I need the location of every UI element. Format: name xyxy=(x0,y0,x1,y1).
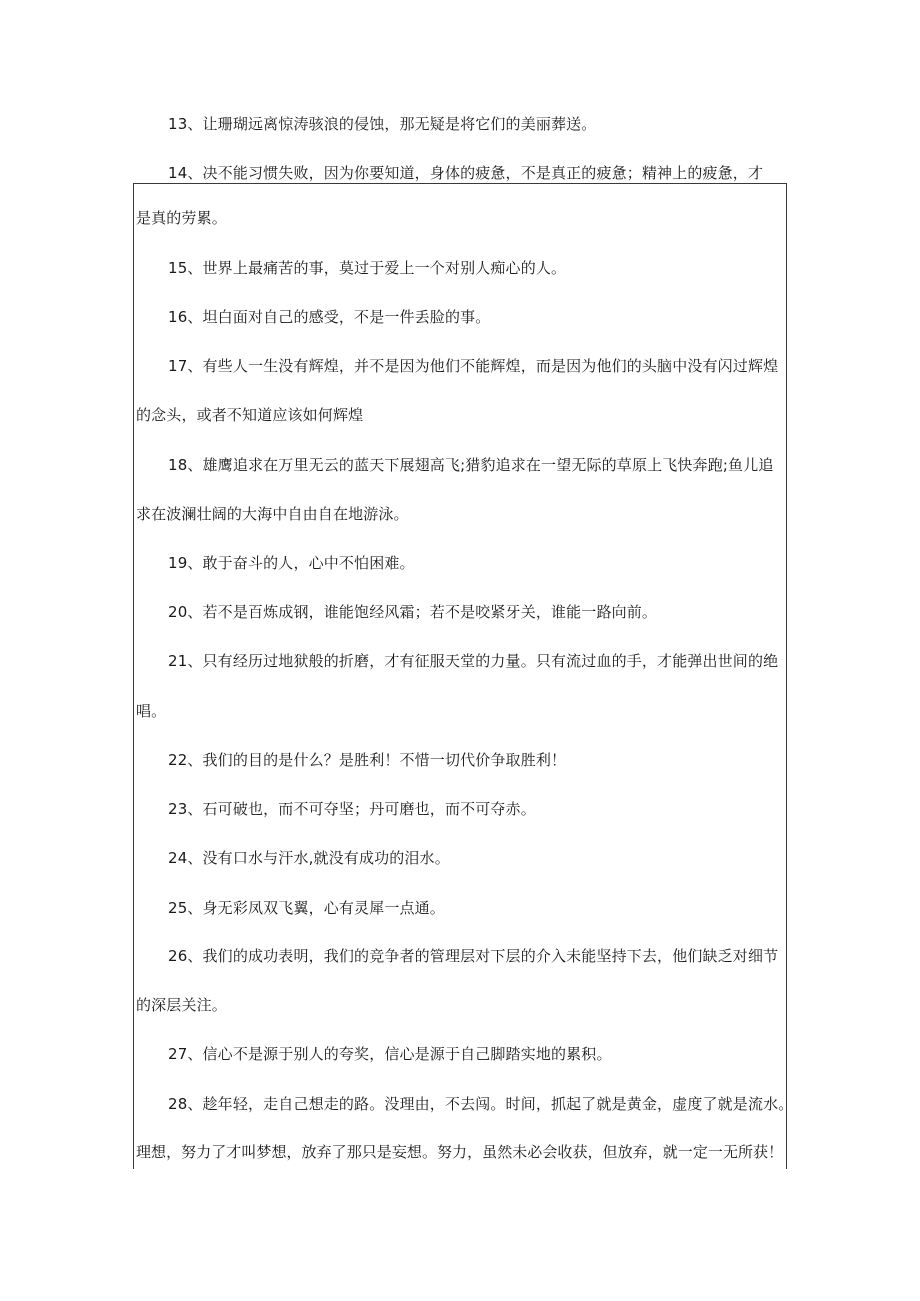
paragraph-26-line-1: 26、我们的成功表明，我们的竞争者的管理层对下层的介入未能坚持下去，他们缺乏对细节 xyxy=(168,947,779,965)
paragraph-18-line-1: 18、雄鹰追求在万里无云的蓝天下展翅高飞;猎豹追求在一望无际的草原上飞快奔跑;鱼儿追 xyxy=(168,456,774,474)
paragraph-28-line-2: 理想，努力了才叫梦想，放弃了那只是妄想。努力，虽然未必会收获，但放弃，就一定一无所获！ xyxy=(136,1143,784,1161)
paragraph-21-line-2: 唱。 xyxy=(136,702,167,720)
paragraph-13-line-1: 13、让珊瑚远离惊涛骇浪的侵蚀，那无疑是将它们的美丽葬送。 xyxy=(168,115,597,133)
paragraph-14-line-1: 14、决不能习惯失败，因为你要知道，身体的疲惫，不是真正的疲惫；精神上的疲惫，才 xyxy=(168,164,764,182)
paragraph-26-line-2: 的深层关注。 xyxy=(136,996,227,1014)
paragraph-24-line-1: 24、没有口水与汗水,就没有成功的泪水。 xyxy=(168,849,450,867)
paragraph-28-line-1: 28、趁年轻，走自己想走的路。没理由，不去闯。时间，抓起了就是黄金，虚度了就是流水。 xyxy=(168,1095,794,1113)
frame-top-border xyxy=(133,183,787,184)
paragraph-22-line-1: 22、我们的目的是什么？是胜利！不惜一切代价争取胜利！ xyxy=(168,751,567,769)
paragraph-20-line-1: 20、若不是百炼成钢，谁能饱经风霜；若不是咬紧牙关，谁能一路向前。 xyxy=(168,603,658,621)
paragraph-23-line-1: 23、石可破也，而不可夺坚；丹可磨也，而不可夺赤。 xyxy=(168,800,536,818)
frame-left-border xyxy=(133,183,134,1169)
paragraph-19-line-1: 19、敢于奋斗的人，心中不怕困难。 xyxy=(168,554,415,572)
paragraph-17-line-1: 17、有些人一生没有辉煌，并不是因为他们不能辉煌，而是因为他们的头脑中没有闪过辉煌 xyxy=(168,357,779,375)
paragraph-18-line-2: 求在波澜壮阔的大海中自由自在地游泳。 xyxy=(136,505,409,523)
paragraph-27-line-1: 27、信心不是源于别人的夸奖，信心是源于自己脚踏实地的累积。 xyxy=(168,1045,612,1063)
paragraph-25-line-1: 25、身无彩凤双飞翼，心有灵犀一点通。 xyxy=(168,899,445,917)
paragraph-17-line-2: 的念头，或者不知道应该如何辉煌 xyxy=(136,406,364,424)
paragraph-15-line-1: 15、世界上最痛苦的事，莫过于爱上一个对别人痴心的人。 xyxy=(168,259,567,277)
paragraph-16-line-1: 16、坦白面对自己的感受，不是一件丢脸的事。 xyxy=(168,308,491,326)
frame-right-border xyxy=(786,183,787,1169)
paragraph-21-line-1: 21、只有经历过地狱般的折磨，才有征服天堂的力量。只有流过血的手，才能弹出世间的绝 xyxy=(168,652,779,670)
paragraph-14-line-2: 是真的劳累。 xyxy=(136,209,227,227)
